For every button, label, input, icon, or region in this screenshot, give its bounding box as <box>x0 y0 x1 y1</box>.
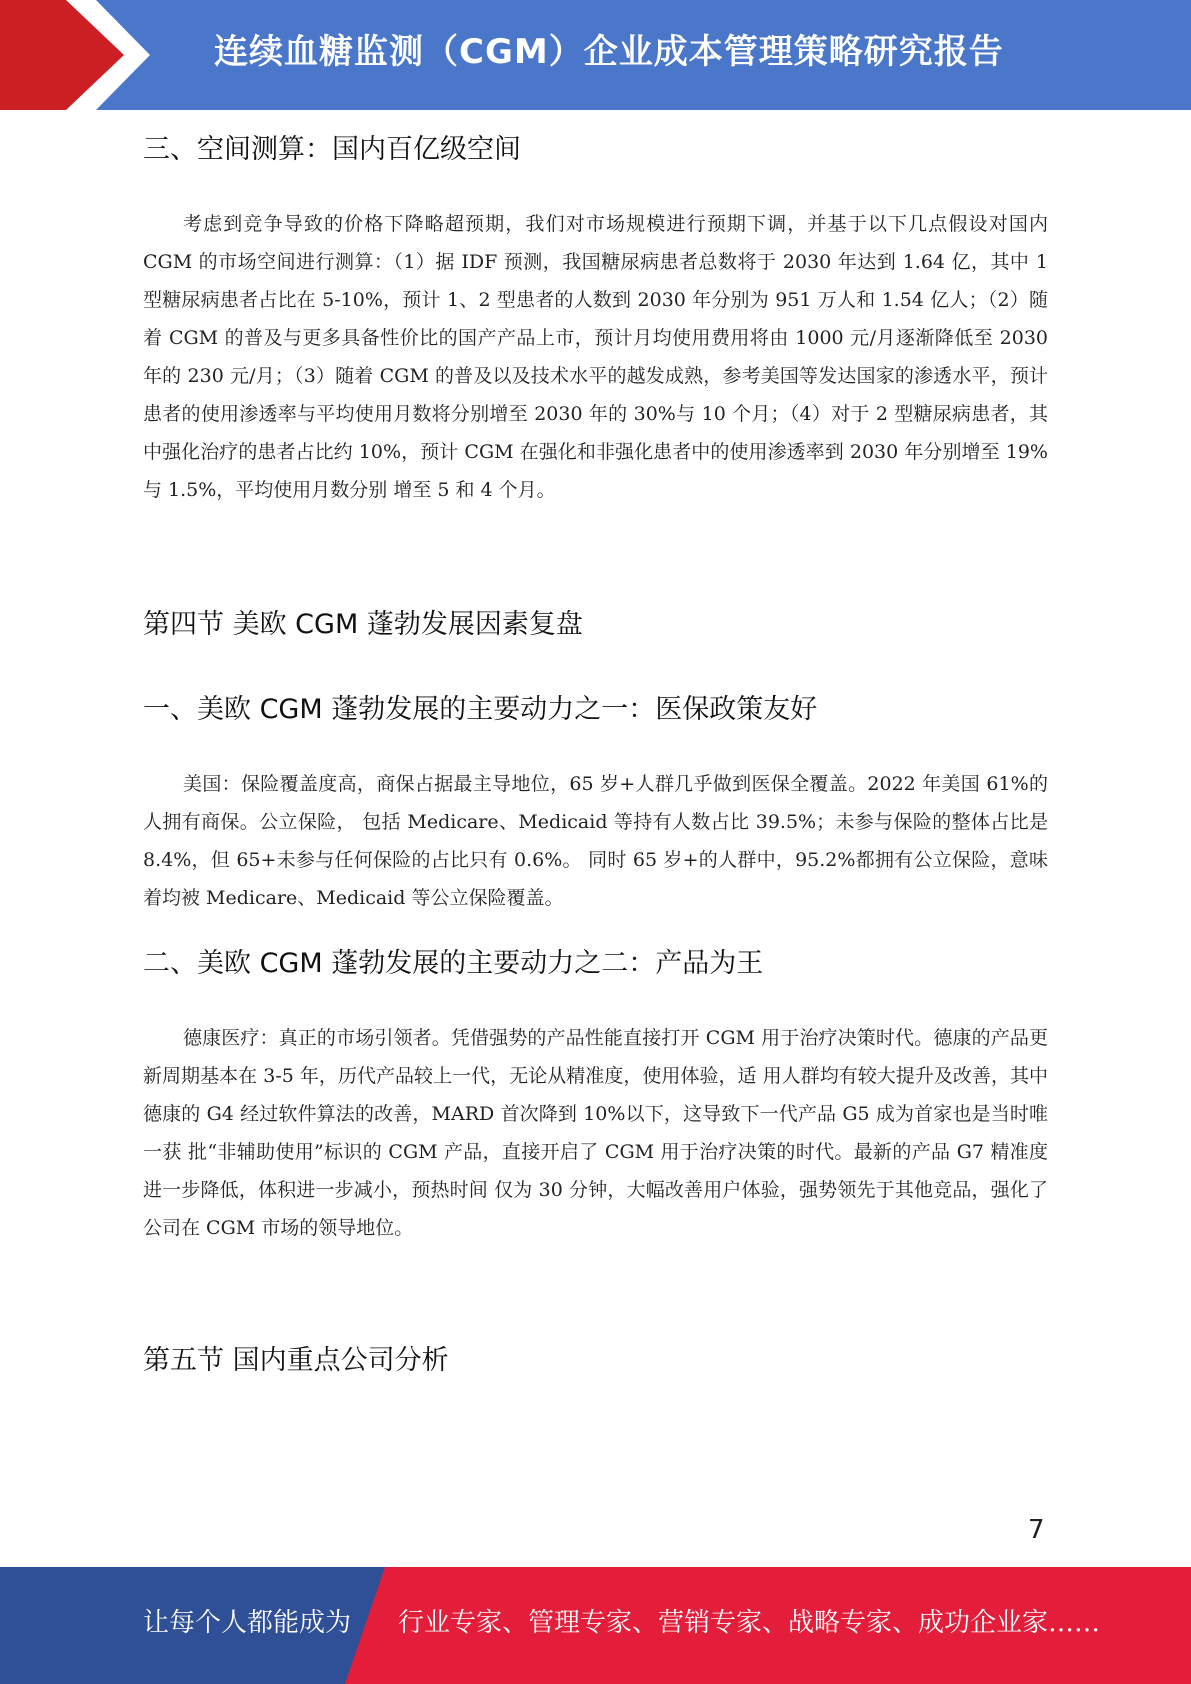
page-number: 7 <box>1028 1515 1045 1545</box>
page-header <box>0 0 1191 110</box>
paragraph-market-size: 考虑到竞争导致的价格下降略超预期，我们对市场规模进行预期下调，并基于以下几点假设对国内 CGM 的市场空间进行测算：（1）据 IDF 预测，我国糖尿病患者总数将于 2030 年达到 1.64 亿，其中 1 型糖尿病患者占比在 5-10%，预计 1、2 型患者的人数到 2030 年分别为 951 万人和 1.54 亿人；（2）随着 CGM 的普及与更多具备性价比的国产产品上市，预计月均使用费用将由 1000 元/月逐渐降低至 2030 年的 230 元/月；（3）随着 CGM 的普及以及技术水平的越发成熟，参考美国等发达国家的渗透水平，预计患者的使用渗透率与平均使用月数将分别增至 2030 年的 30%与 10 个月；（4）对于 2 型糖尿病患者，其中强化治疗的患者占比约 10%，预计 CGM 在强化和非强化患者中的使用渗透率到 2030 年分别增至 19%与 1.5%，平均使用月数分别 增至 5 和 4 个月。 <box>143 213 1048 501</box>
footer-slogan-left: 让每个人都能成为 <box>143 1608 352 1638</box>
page-footer <box>0 1567 1191 1684</box>
section-heading-4-2: 二、美欧 CGM 蓬勃发展的主要动力之二：产品为王 <box>143 948 764 979</box>
paragraph-dexcom: 德康医疗：真正的市场引领者。凭借强势的产品性能直接打开 CGM 用于治疗决策时代。德康的产品更新周期基本在 3-5 年，历代产品较上一代，无论从精准度，使用体验，适 用人群均有较大提升及改善，其中德康的 G4 经过软件算法的改善，MARD 首次降到 10%以下，这导致下一代产品 G5 成为首家也是当时唯一获 批“非辅助使用”标识的 CGM 产品，直接开启了 CGM 用于治疗决策的时代。最新的产品 G7 精准度进一步降低，体积进一步减小，预热时间 仅为 30 分钟，大幅改善用户体验，强势领先于其他竞品，强化了公司在 CGM 市场的领导地位。 <box>143 1027 1048 1239</box>
chapter-heading-5: 第五节 国内重点公司分析 <box>143 1345 449 1376</box>
paragraph-insurance: 美国：保险覆盖度高，商保占据最主导地位，65 岁+人群几乎做到医保全覆盖。2022 年美国 61%的人拥有商保。公立保险， 包括 Medicare、Medicaid 等持有人数占比 39.5%；未参与保险的整体占比是 8.4%，但 65+未参与任何保险的占比只有 0.6%。 同时 65 岁+的人群中，95.2%都拥有公立保险，意味着均被 Medicare、Medicaid 等公立保险覆盖。 <box>143 773 1048 909</box>
section-heading-4-1: 一、美欧 CGM 蓬勃发展的主要动力之一：医保政策友好 <box>143 694 818 725</box>
section-heading-3: 三、空间测算：国内百亿级空间 <box>143 134 521 165</box>
report-title: 连续血糖监测（CGM）企业成本管理策略研究报告 <box>214 32 1004 72</box>
footer-slogan-right: 行业专家、管理专家、营销专家、战略专家、成功企业家…… <box>398 1608 1101 1638</box>
chapter-heading-4: 第四节 美欧 CGM 蓬勃发展因素复盘 <box>143 609 583 640</box>
